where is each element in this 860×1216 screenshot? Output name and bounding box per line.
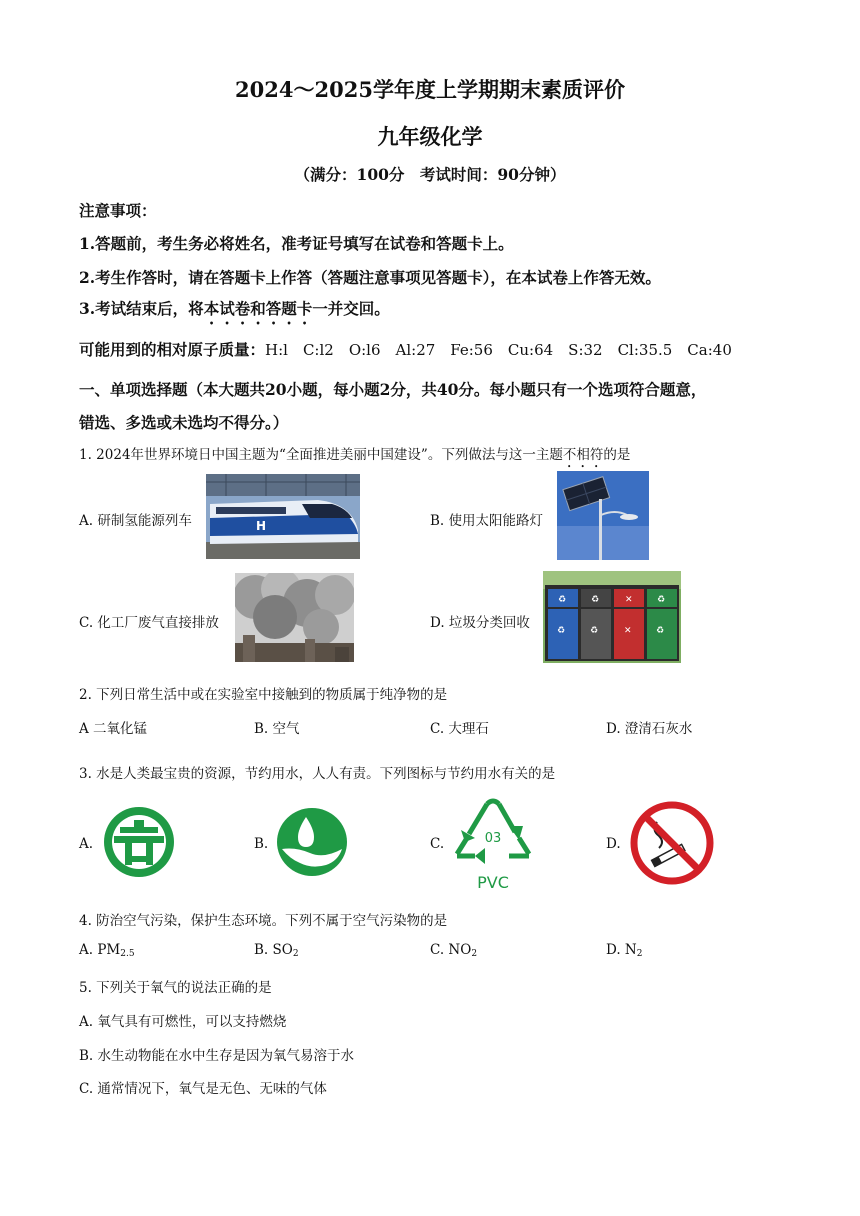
recycle-material: PVC (477, 873, 509, 892)
svg-text:♻: ♻ (558, 595, 567, 605)
svg-text:♻: ♻ (557, 626, 566, 636)
q4-option-b-text: B. SO (254, 942, 293, 958)
water-drop-icon-b (276, 807, 348, 877)
note-item-3 (79, 297, 390, 328)
q1-option-c[interactable]: C. 化工厂废气直接排放 (79, 615, 219, 631)
q4-option-c-sub: 2 (471, 949, 478, 959)
water-saving-icon-a (103, 806, 175, 878)
svg-text:♻: ♻ (657, 595, 666, 605)
q5-option-b[interactable]: B. 水生动物能在水中生存是因为氧气易溶于水 (79, 1048, 355, 1064)
q4-option-b[interactable] (254, 942, 299, 959)
recycle-pvc-icon-c (451, 796, 535, 892)
solar-street-lamp-image (557, 471, 649, 560)
q2-option-a[interactable]: A 二氧化锰 (79, 721, 148, 737)
note-item: 1.答题前，考生务必将姓名，准考证号填写在试卷和答题卡上。 (79, 234, 514, 253)
note-item: 2.考生作答时，请在答题卡上作答（答题注意事项见答题卡），在本试卷上作答无效。 (79, 268, 661, 287)
q4-option-a-text: A. PM (79, 942, 121, 958)
exam-info: （满分：100分 考试时间：90分钟） (294, 165, 566, 184)
q3-option-c[interactable]: C. (430, 836, 445, 852)
q2-option-b[interactable]: B. 空气 (254, 721, 300, 737)
q4-option-c[interactable] (430, 942, 477, 959)
q2-option-d[interactable]: D. 澄清石灰水 (606, 721, 693, 737)
recycle-code: 03 (484, 831, 502, 846)
no-smoking-icon-d (629, 800, 715, 886)
svg-text:H: H (256, 519, 267, 533)
question-2-stem: 2. 下列日常生活中或在实验室中接触到的物质属于纯净物的是 (79, 687, 448, 703)
q1-stem-post: 的是 (603, 447, 631, 463)
q3-option-b[interactable]: B. (254, 836, 269, 852)
page-subtitle: 九年级化学 (377, 124, 483, 149)
question-5-stem: 5. 下列关于氧气的说法正确的是 (79, 980, 272, 996)
section-heading-cont: 错选、多选或未选均不得分。） (79, 413, 289, 432)
atomic-masses-values: H:l C:l2 O:l6 Al:27 Fe:56 Cu:64 S:32 Cl:35.5 Ca:40 (265, 341, 732, 359)
page-title: 2024～2025学年度上学期期末素质评价 (235, 77, 625, 102)
q4-option-d[interactable] (606, 942, 642, 959)
q1-stem-pre: 1. 2024年世界环境日中国主题为“全面推进美丽中国建设”。下列做法与这一主题 (79, 447, 563, 463)
q5-option-c[interactable]: C. 通常情况下，氧气是无色、无味的气体 (79, 1081, 327, 1097)
note-item-3-post: 一并交回。 (312, 299, 390, 318)
question-1-stem (79, 443, 630, 471)
q4-option-a-sub: 2.5 (120, 949, 135, 959)
q1-stem-emph: 不相符 (562, 447, 604, 463)
q4-option-a[interactable] (79, 942, 135, 959)
q1-option-d[interactable]: D. 垃圾分类回收 (430, 615, 530, 631)
q1-option-a[interactable]: A. 研制氢能源列车 (79, 513, 192, 529)
svg-text:✕: ✕ (625, 595, 633, 605)
q4-option-d-sub: 2 (636, 949, 643, 959)
factory-smoke-image (235, 573, 354, 662)
garbage-bins-image (543, 571, 681, 663)
atomic-masses (79, 338, 732, 360)
q5-option-a[interactable]: A. 氧气具有可燃性，可以支持燃烧 (79, 1014, 287, 1030)
svg-text:♻: ♻ (656, 626, 665, 636)
svg-text:♻: ♻ (591, 595, 600, 605)
hydrogen-train-image (206, 474, 360, 559)
note-item-3-emph: 本试卷和答题卡 (203, 299, 313, 318)
q3-option-a[interactable]: A. (79, 836, 94, 852)
notes-heading: 注意事项： (79, 201, 157, 220)
q3-option-d[interactable]: D. (606, 836, 621, 852)
atomic-masses-label: 可能用到的相对原子质量： (79, 340, 266, 359)
q4-option-c-text: C. NO (430, 942, 472, 958)
q4-option-b-sub: 2 (292, 949, 299, 959)
svg-text:✕: ✕ (624, 626, 632, 636)
q2-option-c[interactable]: C. 大理石 (430, 721, 489, 737)
note-item-3-pre: 3.考试结束后，将 (79, 299, 204, 318)
q1-option-b[interactable]: B. 使用太阳能路灯 (430, 513, 544, 529)
q4-option-d-text: D. N (606, 942, 637, 958)
svg-text:♻: ♻ (590, 626, 599, 636)
question-4-stem: 4. 防治空气污染，保护生态环境。下列不属于空气污染物的是 (79, 913, 448, 929)
section-heading: 一、单项选择题（本大题共20小题，每小题2分，共40分。每小题只有一个选项符合题意， (79, 380, 707, 399)
question-3-stem: 3. 水是人类最宝贵的资源，节约用水，人人有责。下列图标与节约用水有关的是 (79, 766, 556, 782)
